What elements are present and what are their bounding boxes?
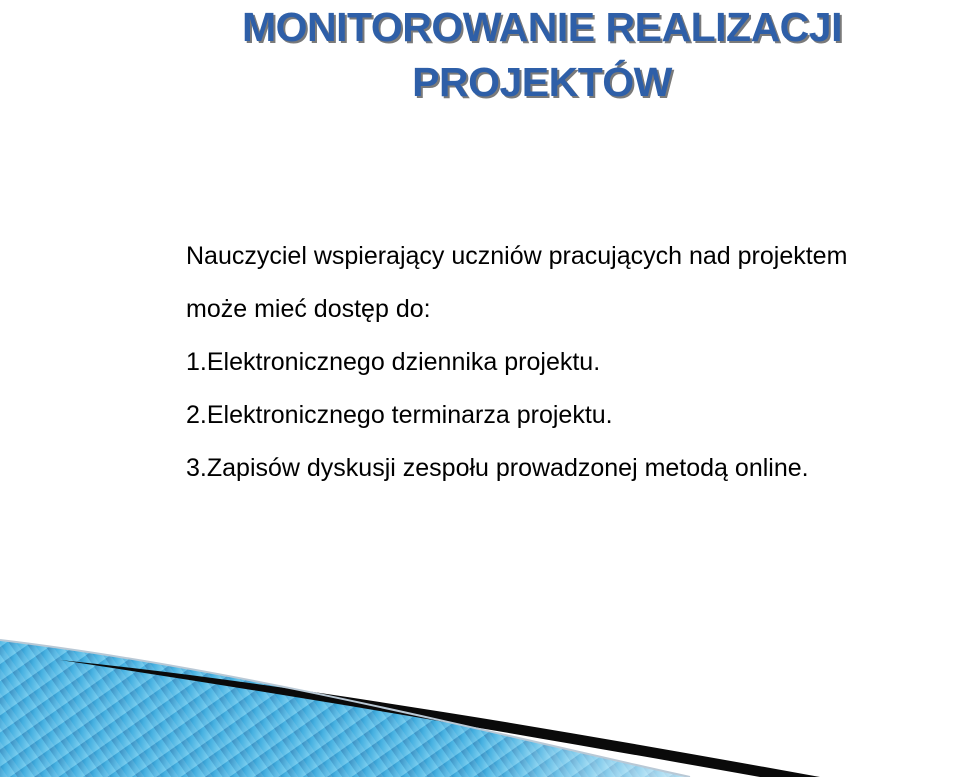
intro-line-1: Nauczyciel wspierający uczniów pracujących nad projektem [186, 242, 848, 270]
slide-title-line-2: PROJEKTÓW [412, 59, 672, 105]
access-list [186, 336, 946, 495]
slide-title [142, 0, 942, 110]
list-item-number: 3. [186, 454, 207, 482]
list-item-text: Elektronicznego terminarza projektu. [206, 401, 613, 429]
list-item-text: Zapisów dyskusji zespołu prowadzonej metodą online. [206, 454, 809, 482]
list-item [186, 442, 946, 495]
list-item-number: 1. [186, 348, 207, 376]
slide-body [186, 230, 946, 495]
decorative-wave-graphic [0, 630, 960, 777]
list-item-text: Elektronicznego dziennika projektu. [206, 348, 601, 376]
list-item [186, 389, 946, 442]
intro-line-2: może mieć dostęp do: [186, 295, 431, 323]
intro-paragraph [186, 230, 946, 336]
list-item [186, 336, 946, 389]
slide-title-line-1: MONITOROWANIE REALIZACJI [242, 4, 842, 50]
list-item-number: 2. [186, 401, 207, 429]
